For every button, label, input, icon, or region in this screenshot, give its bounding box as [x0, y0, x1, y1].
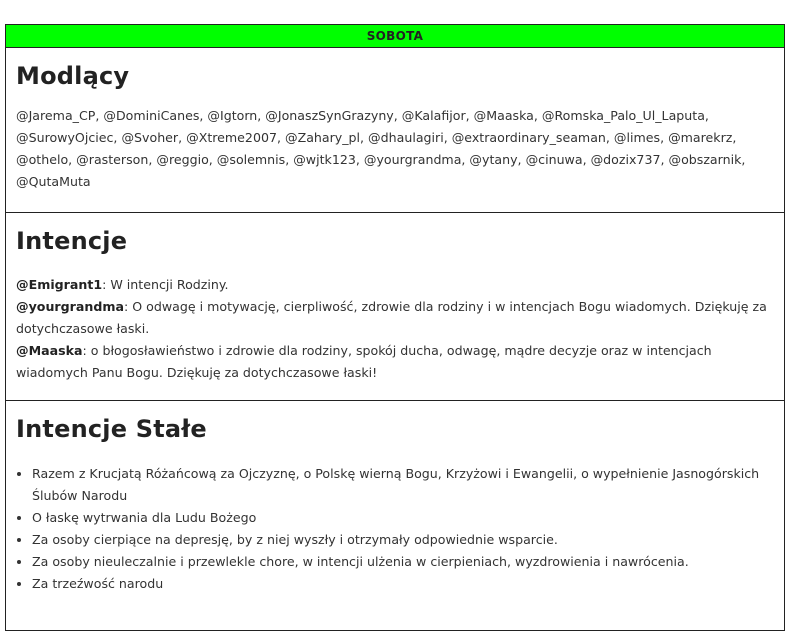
intention-author[interactable]: @Emigrant1 [16, 277, 103, 292]
intentions-list [16, 274, 774, 384]
intention-entry [16, 274, 774, 296]
intention-author[interactable]: @yourgrandma [16, 299, 124, 314]
section-intencje [6, 213, 784, 401]
section-title-intencje-stale: Intencje Stałe [16, 415, 207, 443]
list-item: • Razem z Krucjatą Różańcową za Ojczyznę, o Polskę wierną Bogu, Krzyżowi i Ewangelii, o wypełnienie Jasnogórskich Ślubów Narodu [32, 463, 774, 507]
intention-author[interactable]: @Maaska [16, 343, 83, 358]
day-header: SOBOTA [6, 25, 784, 48]
list-item: • Za osoby nieuleczalnie i przewlekle chore, w intencji ulżenia w cierpieniach, wyzdrowienia i nawrócenia. [32, 551, 774, 573]
section-modlacy [6, 48, 784, 213]
intention-text: : o błogosławieństwo i zdrowie dla rodziny, spokój ducha, odwagę, mądre decyzje oraz w intencjach wiadomych Panu Bogu. Dziękuję za dotychczasowe łaski! [16, 343, 712, 380]
intention-entry [16, 340, 774, 384]
section-intencje-stale [6, 401, 784, 631]
intention-text: : O odwagę i motywację, cierpliwość, zdrowie dla rodziny i w intencjach Bogu wiadomych. Dziękuję za dotychczasowe łaski. [16, 299, 767, 336]
praying-users-list: @Jarema_CP, @DominiCanes, @Igtorn, @JonaszSynGrazyny, @Kalafijor, @Maaska, @Romska_Palo_Ul_Laputa, @SurowyOjciec, @Svoher, @Xtreme2007, @Zahary_pl, @dhaulagiri, @extraordinary_seaman, @limes, @marekrz, @othelo, @rasterson, @reggio, @solemnis, @wjtk123, @yourgrandma, @ytany, @cinuwa, @dozix737, @obszarnik, @QutaMuta [16, 108, 746, 189]
list-item: • Za osoby cierpiące na depresję, by z niej wyszły i otrzymały odpowiednie wsparcie. [32, 529, 774, 551]
permanent-intentions-list [16, 463, 774, 595]
section-title-intencje: Intencje [16, 227, 128, 255]
list-item: • Za trzeźwość narodu [32, 573, 774, 595]
intention-entry [16, 296, 774, 340]
intention-text: : W intencji Rodziny. [102, 277, 229, 292]
list-item: • O łaskę wytrwania dla Ludu Bożego [32, 507, 774, 529]
cut-off-heading-fragment [10, 0, 210, 2]
prayer-schedule-table [5, 24, 785, 631]
section-title-modlacy: Modlący [16, 62, 130, 90]
